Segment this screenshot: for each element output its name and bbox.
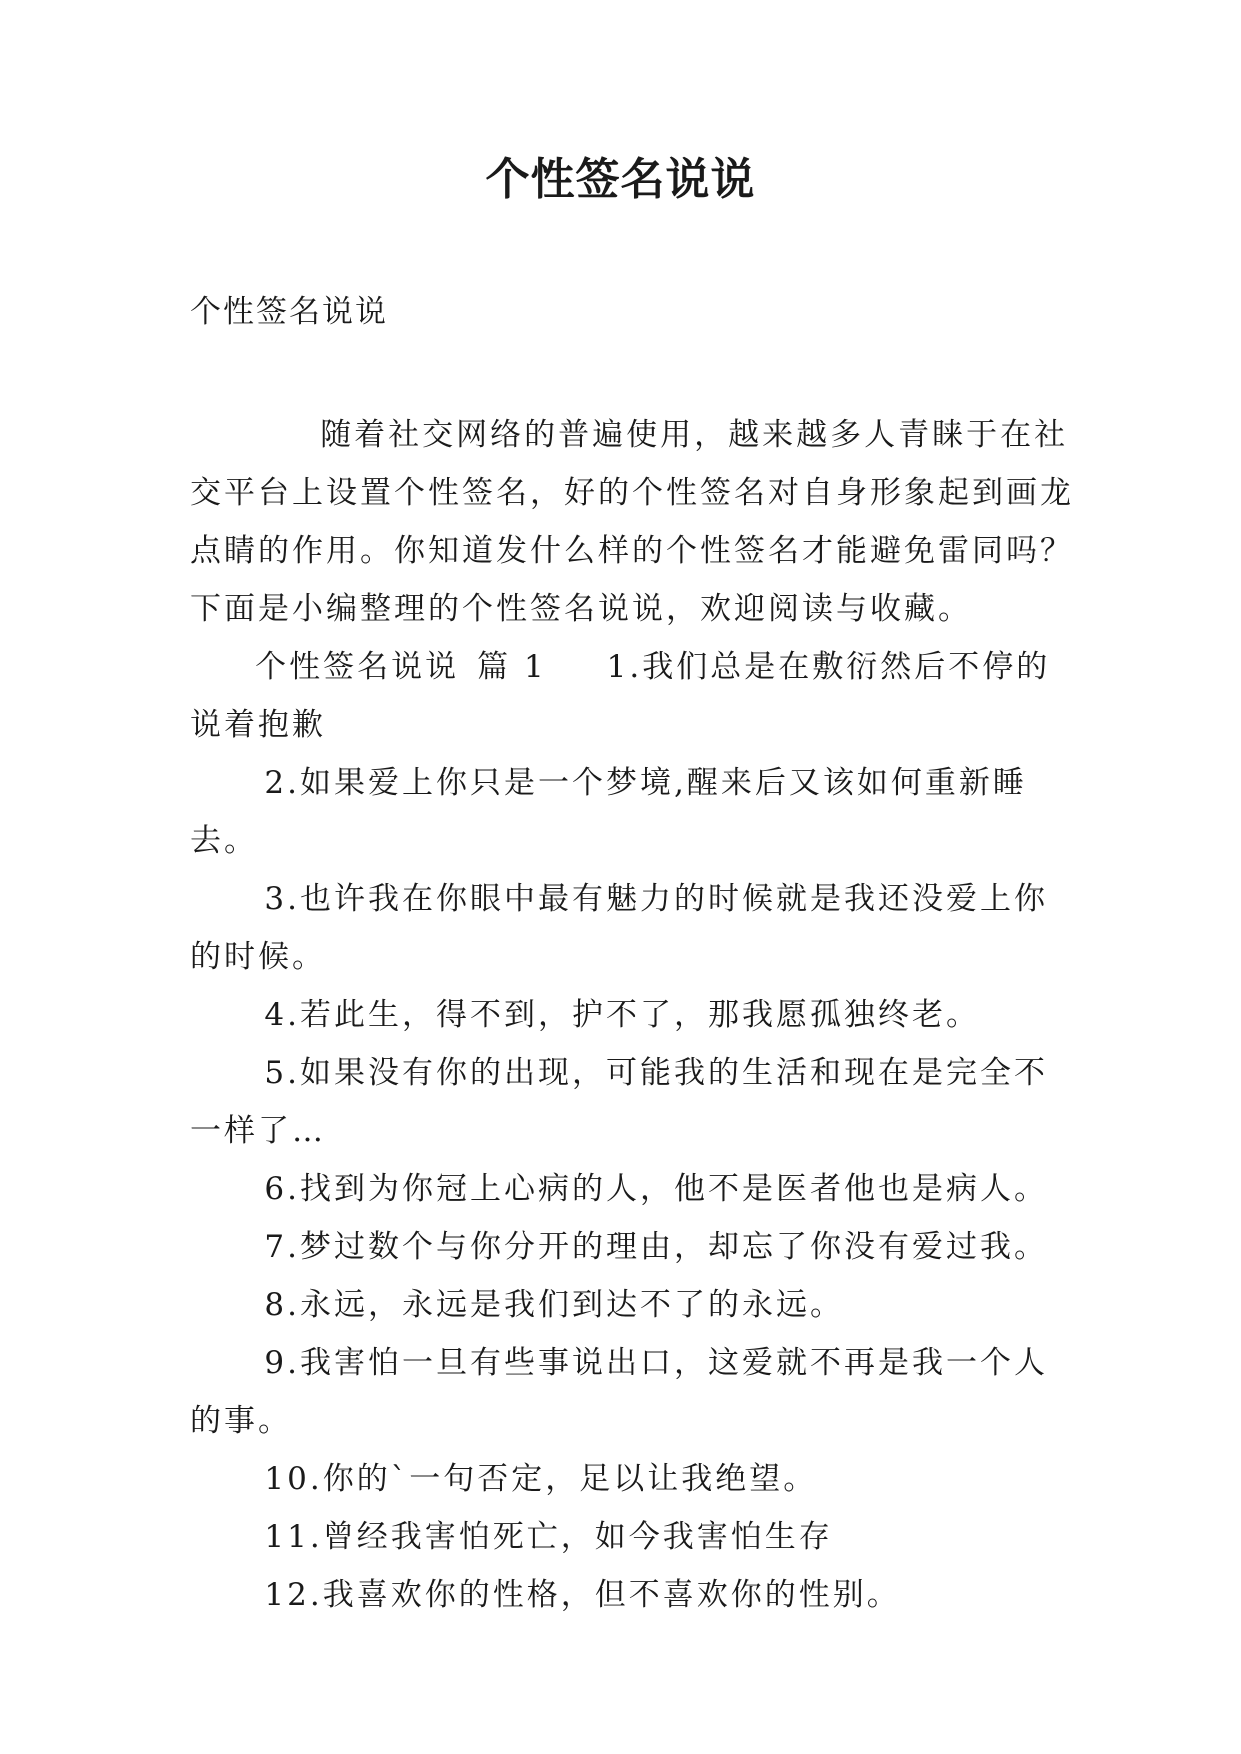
article-body [190, 406, 1080, 1624]
section-heading: 个性签名说说 [255, 649, 460, 685]
list-item: 1.我们总是在敷衍然后不停的说着抱歉 [190, 649, 1051, 743]
list-item: 6.找到为你冠上心病的人，他不是医者他也是病人。 [264, 1171, 1048, 1207]
page-title: 个性签名说说 [485, 154, 756, 205]
intro-paragraph: 随着社交网络的普遍使用，越来越多人青睐于在社交平台上设置个性签名，好的个性签名对自身形象起到画龙点睛的作用。你知道发什么样的个性签名才能避免雷同吗？下面是小编整理的个性签名说说，欢迎阅读与收藏。 [190, 417, 1074, 627]
subtitle: 个性签名说说 [190, 294, 388, 330]
list-item: 7.梦过数个与你分开的理由，却忘了你没有爱过我。 [264, 1229, 1048, 1265]
list-item: 5.如果没有你的出现，可能我的生活和现在是完全不一样了… [190, 1055, 1048, 1149]
list-item: 3.也许我在你眼中最有魅力的时候就是我还没爱上你的时候。 [190, 881, 1048, 975]
section-label: 篇 1 [477, 649, 547, 685]
list-item: 9.我害怕一旦有些事说出口，这爱就不再是我一个人的事。 [190, 1345, 1048, 1439]
list-item: 8.永远，永远是我们到达不了的永远。 [264, 1287, 844, 1323]
section-paragraph [190, 638, 1080, 754]
list-item: 2.如果爱上你只是一个梦境,醒来后又该如何重新睡去。 [190, 765, 1027, 859]
list-item: 4.若此生，得不到，护不了，那我愿孤独终老。 [264, 997, 980, 1033]
list-item: 12.我喜欢你的性格，但不喜欢你的性别。 [264, 1577, 901, 1613]
list-item: 10.你的`一句否定，足以让我绝望。 [264, 1461, 818, 1497]
list-item: 11.曾经我害怕死亡，如今我害怕生存 [264, 1519, 833, 1555]
